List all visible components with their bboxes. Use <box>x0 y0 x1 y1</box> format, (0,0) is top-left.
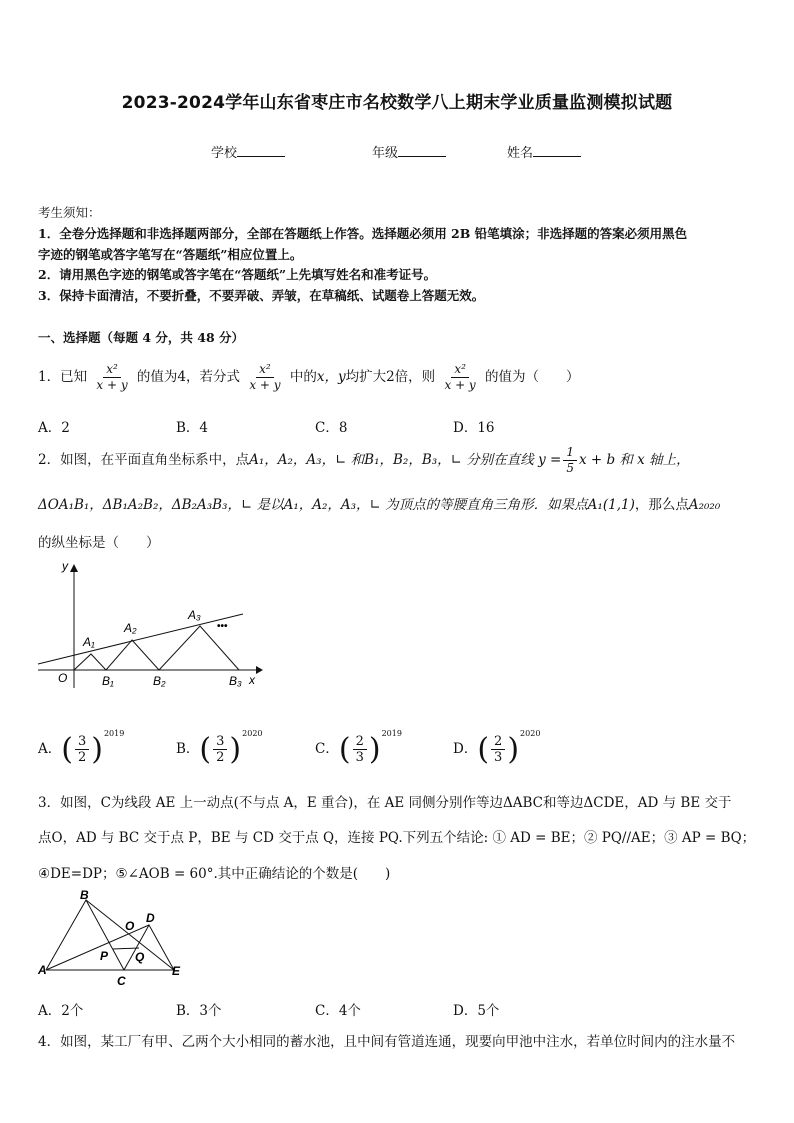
label-o: O <box>58 671 68 685</box>
grade-blank[interactable] <box>398 144 446 157</box>
label-b2: B₂ <box>153 674 166 688</box>
q2-option-d-letter: D． <box>453 741 478 757</box>
q2-slope-den: 5 <box>566 461 574 475</box>
q1-vars: x，y <box>316 369 346 385</box>
q3-option-c[interactable]: C．4个 <box>315 1003 361 1019</box>
q2-line2d: ，那么点 <box>634 497 689 513</box>
q3-figure <box>36 888 188 994</box>
q2-option-b-den: 2 <box>216 750 225 765</box>
q2-line2c: A₁(1,1) <box>587 497 635 513</box>
q2-option-d-expr: ( $\frac{2}{3}$ ) 2020 <box>477 729 541 767</box>
name-field[interactable] <box>507 142 581 161</box>
label-c: C <box>117 974 126 988</box>
q2-option-d-exp: 2020 <box>520 729 541 738</box>
grade-label: 年级 <box>372 146 399 161</box>
q3-option-d[interactable]: D．5个 <box>453 1003 500 1019</box>
q2-option-a-expr: ( $\frac{3}{2}$ ) 2019 <box>61 729 125 767</box>
page-title: 2023-2024学年山东省枣庄市名校数学八上期末学业质量监测模拟试题 <box>121 93 673 113</box>
q2-option-a-frac <box>75 734 89 765</box>
label-dots: ••• <box>217 621 228 632</box>
q2-option-a-num: 3 <box>75 734 89 750</box>
q2-line-3: 的纵坐标是（ ） <box>38 535 160 551</box>
section-heading: 一、选择题（每题 4 分，共 48 分） <box>38 330 245 345</box>
label-q: Q <box>135 950 145 964</box>
q1-text-1: 1．已知 <box>38 369 88 385</box>
label-b: B <box>80 888 89 902</box>
q1-frac-num-3: x² <box>451 362 469 378</box>
school-blank[interactable] <box>237 144 285 157</box>
q2-option-b-letter: B． <box>176 741 200 757</box>
q2-option-c[interactable] <box>315 729 402 767</box>
q2-option-b-expr: ( $\frac{3}{2}$ ) 2020 <box>199 729 263 767</box>
grade-field[interactable] <box>372 142 446 161</box>
q1-frac-den-2: x + y <box>249 378 281 392</box>
label-b1: B₁ <box>102 674 114 688</box>
q3-option-a[interactable]: A．2个 <box>38 1003 84 1019</box>
notice-line-2: 2．请用黑色字迹的钢笔或答字笔在“答题纸”上先填写姓名和准考证号。 <box>38 267 437 282</box>
q1-option-b[interactable]: B．4 <box>176 420 209 436</box>
q2-option-c-expr: ( $\frac{2}{3}$ ) 2019 <box>338 729 402 767</box>
q2-option-d[interactable] <box>453 729 541 767</box>
name-blank[interactable] <box>533 144 581 157</box>
q2-line1c: y = <box>538 452 562 468</box>
q1-fraction-1 <box>93 362 130 393</box>
q2-option-c-letter: C． <box>315 741 339 757</box>
q2-slope-fraction <box>563 445 577 476</box>
q1-text-6: 的值为（ ） <box>485 369 580 385</box>
q2-figure-svg <box>36 560 264 690</box>
notice-heading: 考生须知： <box>38 205 101 220</box>
q2-line1a: 2．如图，在平面直角坐标系中，点 <box>38 452 250 468</box>
y-axis-arrow <box>70 564 78 572</box>
q2-figure <box>36 560 264 694</box>
q1-frac-den-3: x + y <box>444 378 476 392</box>
name-label: 姓名 <box>507 146 534 161</box>
q2-option-a[interactable] <box>38 729 125 767</box>
label-p: P <box>100 949 109 963</box>
q2-line-1 <box>38 440 690 480</box>
q1-frac-num-2: x² <box>256 362 274 378</box>
q2-option-d-den: 3 <box>494 750 503 765</box>
q2-option-a-den: 2 <box>77 750 87 765</box>
q1-fraction-2 <box>246 362 283 393</box>
q2-line1b: A₁，A₂，A₃，∟ 和B₁，B₂，B₃，∟ 分别在直线 <box>249 452 534 468</box>
q2-line2a: ΔOA₁B₁，ΔB₁A₂B₂，ΔB₂A₃B₃，∟ 是以 <box>38 497 284 513</box>
label-d: D <box>146 911 155 925</box>
label-x: x <box>249 673 255 687</box>
notice-line-1b: 字迹的钢笔或答字笔写在“答题纸”相应位置上。 <box>38 247 303 262</box>
segment-pq <box>113 948 139 949</box>
q1-frac-num-1: x² <box>103 362 121 378</box>
q1-text-5: 均扩大2倍，则 <box>345 369 436 385</box>
q1-option-a[interactable]: A．2 <box>38 420 70 436</box>
q2-option-a-letter: A． <box>38 741 62 757</box>
q3-line-2: 点O，AD 与 BC 交于点 P，BE 与 CD 交于点 Q，连接 PQ.下列五个结论: ① AD = BE；② PQ//AE；③ AP = BQ； <box>38 830 756 846</box>
q2-option-c-frac <box>353 734 367 765</box>
school-field[interactable] <box>211 142 285 161</box>
q3-option-b[interactable]: B．3个 <box>176 1003 222 1019</box>
question-1 <box>38 355 580 399</box>
label-a3: A₃ <box>188 608 201 622</box>
q1-text-3: 中的 <box>289 369 317 385</box>
q2-option-b[interactable] <box>176 729 263 767</box>
line-y-1-5x-b <box>38 614 243 664</box>
q2-option-b-frac <box>213 734 227 765</box>
q4-line-1: 4．如图，某工厂有甲、乙两个大小相同的蓄水池，且中间有管道连通，现要向甲池中注水，若单位时间内的注水量不 <box>38 1034 736 1050</box>
q1-text-2: 的值为4，若分式 <box>136 369 241 385</box>
label-a1: A₁ <box>83 635 95 649</box>
label-a: A <box>38 963 47 977</box>
school-label: 学校 <box>211 146 238 161</box>
q3-line-1: 3．如图，C为线段 AE 上一动点(不与点 A，E 重合)，在 AE 同侧分别作等边ΔABC和等边ΔCDE，AD 与 BE 交于 <box>38 795 732 811</box>
label-y: y <box>62 560 68 573</box>
notice-line-1: 1．全卷分选择题和非选择题两部分，全部在答题纸上作答。选择题必须用 2B 铅笔填涂；非选择题的答案必须用黑色 <box>38 226 688 241</box>
q2-option-d-num: 2 <box>491 734 505 750</box>
q2-option-c-exp: 2019 <box>381 729 402 738</box>
triangle-abc <box>46 900 124 970</box>
q1-option-c[interactable]: C．8 <box>315 420 348 436</box>
q2-line2e: A₂₀₂₀ <box>688 497 721 513</box>
q2-option-c-num: 2 <box>353 734 367 750</box>
notice-line-3: 3．保持卡面清洁，不要折叠，不要弄破、弄皱，在草稿纸、试题卷上答题无效。 <box>38 288 485 303</box>
x-axis-arrow <box>256 666 263 674</box>
q2-option-d-frac <box>491 734 505 765</box>
q2-slope-num: 1 <box>563 445 577 461</box>
q2-line2b: A₁，A₂，A₃，∟ 为顶点的等腰直角三角形．如果点 <box>283 497 588 513</box>
q2-option-c-den: 3 <box>355 750 364 765</box>
triangles-path <box>74 626 239 670</box>
label-e: E <box>172 964 181 978</box>
label-a2: A₂ <box>124 621 137 635</box>
q2-line-2 <box>38 493 720 513</box>
q2-line1d: x + b 和 x 轴上， <box>578 452 690 468</box>
q1-option-d[interactable]: D．16 <box>453 420 495 436</box>
q2-option-a-exp: 2019 <box>103 729 125 738</box>
q3-figure-svg <box>36 888 188 990</box>
q2-option-b-exp: 2020 <box>242 729 263 738</box>
label-b3: B₃ <box>229 674 242 688</box>
q2-option-b-num: 3 <box>213 734 227 750</box>
q3-line-3: ④DE=DP；⑤∠AOB = 60°.其中正确结论的个数是( ) <box>38 866 391 882</box>
q1-fraction-3 <box>441 362 478 393</box>
q1-frac-den-1: x + y <box>96 378 128 392</box>
label-o: O <box>125 919 135 933</box>
